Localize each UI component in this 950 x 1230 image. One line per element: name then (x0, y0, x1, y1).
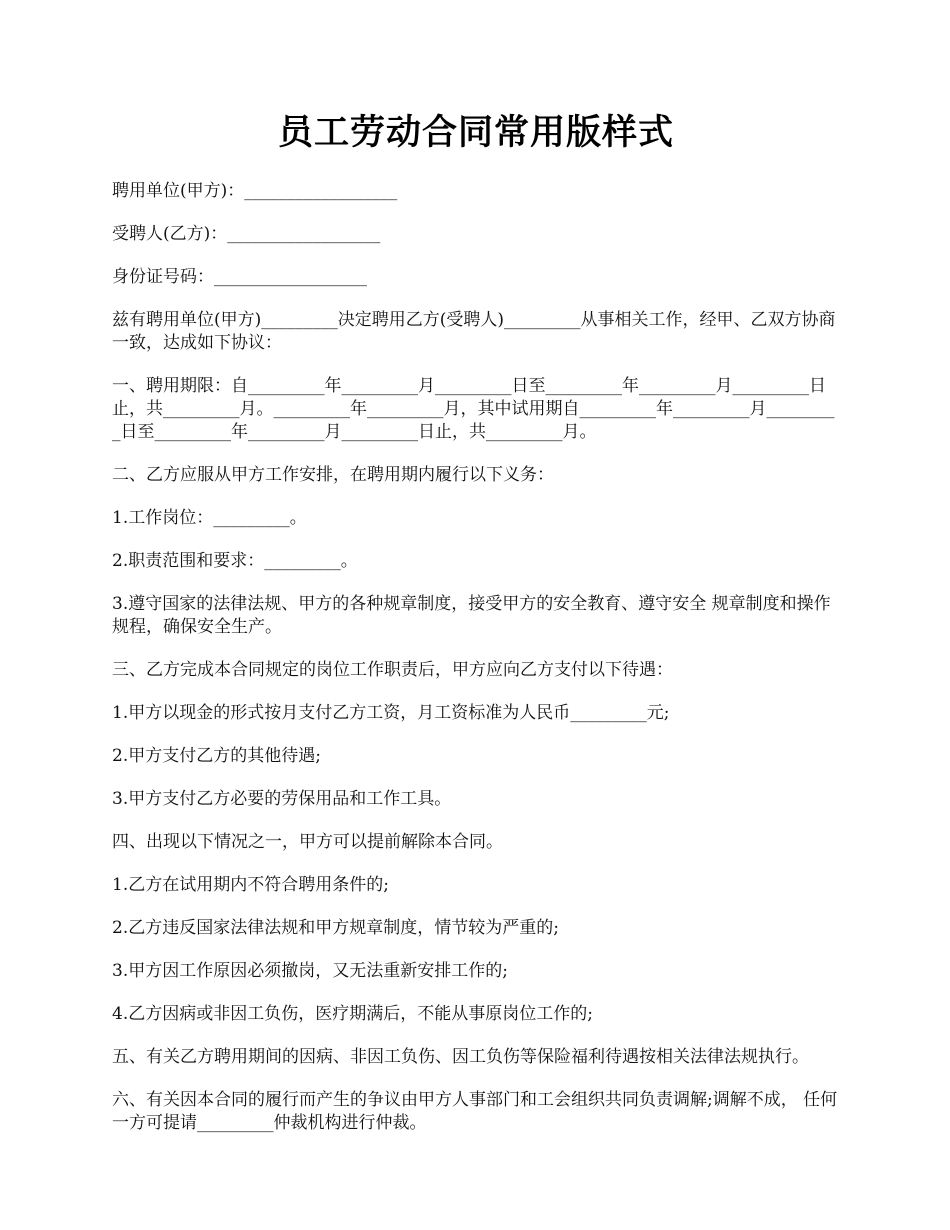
clause-1-term: 一、聘用期限：自_________年_________月_________日至_________年_________月_________日止，共_________月。_________年_________月，其中试用期自_________年_________月_________日至_________年_________月_________日止，共_________月。 (112, 376, 835, 442)
clause-2-heading: 二、乙方应服从甲方工作安排，在聘用期内履行以下义务： (112, 465, 554, 485)
clause-4-item-1: 1.乙方在试用期内不符合聘用条件的; (112, 875, 389, 895)
clause-2-item-3: 3.遵守国家的法律法规、甲方的各种规章制度，接受甲方的安全教育、遵守安全 规章制度和操作规程，确保安全生产。 (112, 594, 831, 637)
clause-4-item-4: 4.乙方因病或非因工负伤，医疗期满后，不能从事原岗位工作的; (112, 1004, 593, 1024)
clause-3-item-2: 2.甲方支付乙方的其他待遇; (112, 746, 321, 766)
clause-5: 五、有关乙方聘用期间的因病、非因工负伤、因工负伤等保险福利待遇按相关法律法规执行。 (112, 1047, 809, 1067)
clause-4-item-3: 3.甲方因工作原因必须撤岗，又无法重新安排工作的; (112, 961, 508, 981)
clause-2-item-1: 1.工作岗位：_________。 (112, 508, 307, 528)
party-b-line: 受聘人(乙方)：__________________ (112, 224, 381, 244)
clause-4-heading: 四、出现以下情况之一，甲方可以提前解除本合同。 (112, 832, 503, 852)
clause-3-item-1: 1.甲方以现金的形式按月支付乙方工资，月工资标准为人民币_________元; (112, 703, 670, 723)
clause-3-item-3: 3.甲方支付乙方必要的劳保用品和工作工具。 (112, 789, 452, 809)
clause-2-item-2: 2.职责范围和要求：_________。 (112, 551, 358, 571)
agreement-intro: 兹有聘用单位(甲方)_________决定聘用乙方(受聘人)_________从事相关工作，经甲、乙双方协商一致，达成如下协议： (112, 310, 836, 353)
clause-4-item-2: 2.乙方违反国家法律法规和甲方规章制度，情节较为严重的; (112, 918, 559, 938)
clause-3-heading: 三、乙方完成本合同规定的岗位工作职责后，甲方应向乙方支付以下待遇： (112, 660, 673, 680)
clause-6: 六、有关因本合同的履行而产生的争议由甲方人事部门和工会组织共同负责调解;调解不成， 任何一方可提请_________仲裁机构进行仲裁。 (112, 1090, 838, 1133)
document-title: 员工劳动合同常用版样式 (277, 112, 674, 153)
party-a-line: 聘用单位(甲方)：__________________ (112, 181, 398, 201)
id-number-line: 身份证号码：__________________ (112, 267, 367, 287)
